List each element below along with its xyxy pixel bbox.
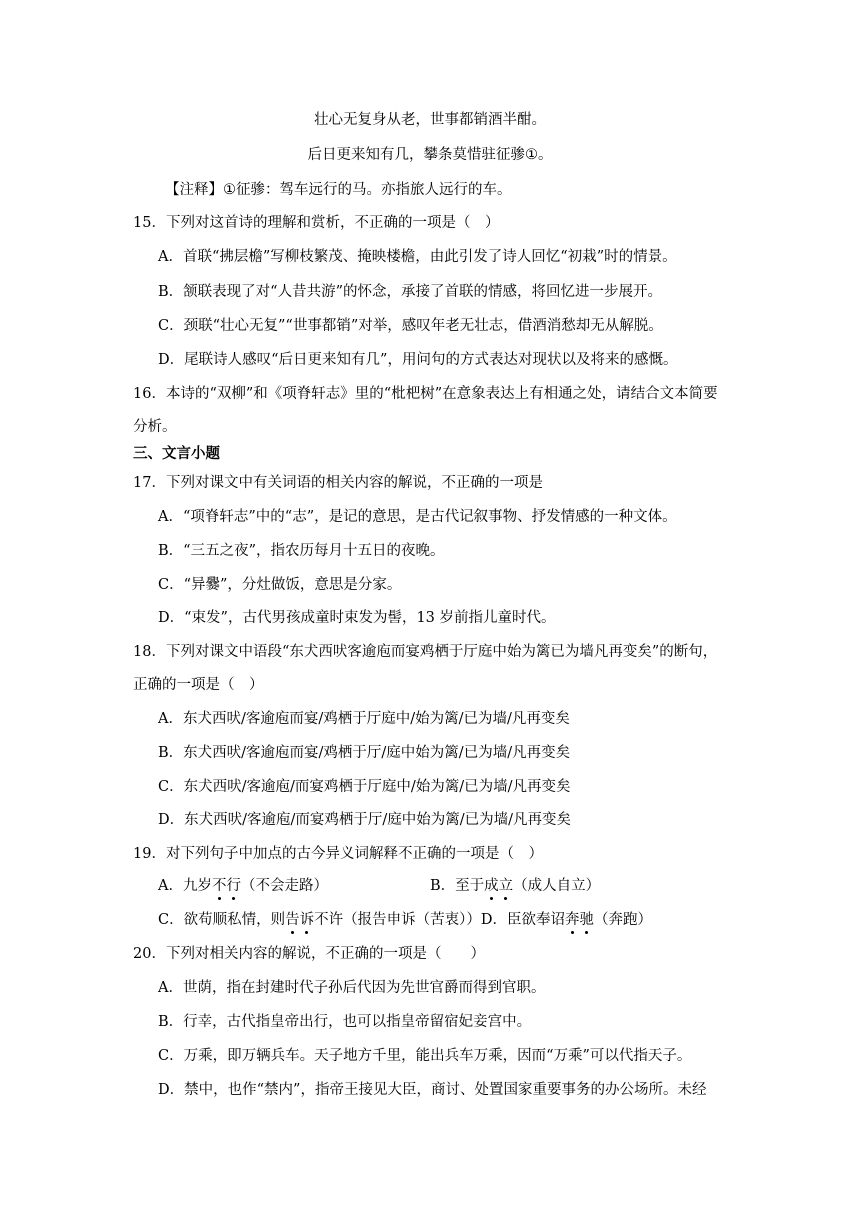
question-17-option-a: A．“项脊轩志”中的“志”，是记的意思，是古代记叙事物、抒发情感的一种文体。 [158, 509, 677, 525]
section-heading: 三、文言小题 [133, 445, 220, 462]
option-c-suffix: 不许（报告申诉（苦衷）） [314, 912, 481, 928]
question-20-option-a: A．世荫，指在封建时代子孙后代因为先世官爵而得到官职。 [158, 980, 546, 996]
question-15-option-a: A．首联“拂层檐”写柳枝繁茂、掩映楼檐，由此引发了诗人回忆“初栽”时的情景。 [158, 249, 677, 265]
question-20-option-d: D．禁中，也作“禁内”，指帝王接见大臣，商讨、处置国家重要事务的办公场所。未经 [158, 1082, 707, 1098]
question-20-option-c: C．万乘，即万辆兵车。天子地方千里，能出兵车万乘，因而“万乘”可以代指天子。 [158, 1048, 692, 1064]
question-19-option-b [430, 876, 600, 896]
poem-annotation: 【注释】①征骖：驾车远行的马。亦指旅人远行的车。 [165, 182, 512, 198]
question-15-stem: 15．下列对这首诗的理解和赏析，不正确的一项是（ ） [133, 215, 500, 231]
question-15-option-b: B．颔联表现了对“人昔共游”的怀念，承接了首联的情感，将回忆进一步展开。 [158, 284, 662, 300]
option-a-prefix: A．九岁 [158, 878, 212, 894]
question-20-stem: 20．下列对相关内容的解说，不正确的一项是（ ） [133, 946, 485, 962]
question-19-stem: 19．对下列句子中加点的古今异义词解释不正确的一项是（ ） [133, 846, 543, 862]
dotted-word-a: 不行 [211, 878, 241, 894]
question-19-option-c-d [158, 910, 652, 930]
question-17-stem: 17．下列对课文中有关词语的相关内容的解说，不正确的一项是 [133, 475, 543, 491]
question-18-option-c: C．东犬西吠/客逾庖/而宴鸡栖于厅庭中/始为篱/已为墙/凡再变矣 [158, 779, 571, 795]
question-15-option-c: C．颈联“壮心无复”“世事都销”对举，感叹年老无壮志，借酒消愁却无从解脱。 [158, 318, 663, 334]
dotted-word-d: 奔驰 [564, 912, 594, 928]
question-19-option-a [158, 876, 328, 896]
question-16-line-1: 16．本诗的“双柳”和《项脊轩志》里的“枇杷树”在意象表达上有相通之处，请结合文本简要 [133, 386, 718, 402]
question-18-option-a: A．东犬西吠/客逾庖而宴/鸡栖于厅庭中/始为篱/已为墙/凡再变矣 [158, 711, 570, 727]
dotted-word-b: 成立 [484, 878, 514, 894]
question-17-option-b: B．“三五之夜”，指农历每月十五日的夜晚。 [158, 543, 445, 559]
question-17-option-d: D．“束发”，古代男孩成童时束发为髻，13 岁前指儿童时代。 [158, 610, 556, 626]
dotted-word-c: 告诉 [285, 912, 315, 928]
option-d-suffix: （奔跑） [593, 912, 652, 928]
question-18-line-2: 正确的一项是（ ） [133, 677, 264, 693]
option-a-suffix: （不会走路） [240, 878, 328, 894]
option-c-prefix: C．欲苟顺私情，则 [158, 912, 286, 928]
option-b-prefix: B．至于 [430, 878, 485, 894]
poem-line-1: 壮心无复身从老，世事都销酒半酣。 [314, 112, 546, 128]
option-b-suffix: （成人自立） [513, 878, 601, 894]
question-18-option-d: D．东犬西吠/客逾庖/而宴鸡栖于厅/庭中始为篱/已为墙/凡再变矣 [158, 812, 572, 828]
question-15-option-d: D．尾联诗人感叹“后日更来知有几”，用问句的方式表达对现状以及将来的感慨。 [158, 352, 678, 368]
question-16-line-2: 分析。 [133, 419, 177, 435]
poem-line-2: 后日更来知有几，攀条莫惜驻征骖①。 [307, 147, 553, 163]
question-20-option-b: B．行幸，古代指皇帝出行，也可以指皇帝留宿妃妾宫中。 [158, 1014, 532, 1030]
question-18-option-b: B．东犬西吠/客逾庖而宴/鸡栖于厅/庭中始为篱/已为墙/凡再变矣 [158, 745, 571, 761]
question-17-option-c: C．“异爨”，分灶做饭，意思是分家。 [158, 577, 402, 593]
option-d-prefix: D．臣欲奉诏 [480, 912, 565, 928]
question-18-line-1: 18．下列对课文中语段“东犬西吠客逾庖而宴鸡栖于厅庭中始为篱已为墙凡再变矣”的断句， [133, 644, 718, 660]
